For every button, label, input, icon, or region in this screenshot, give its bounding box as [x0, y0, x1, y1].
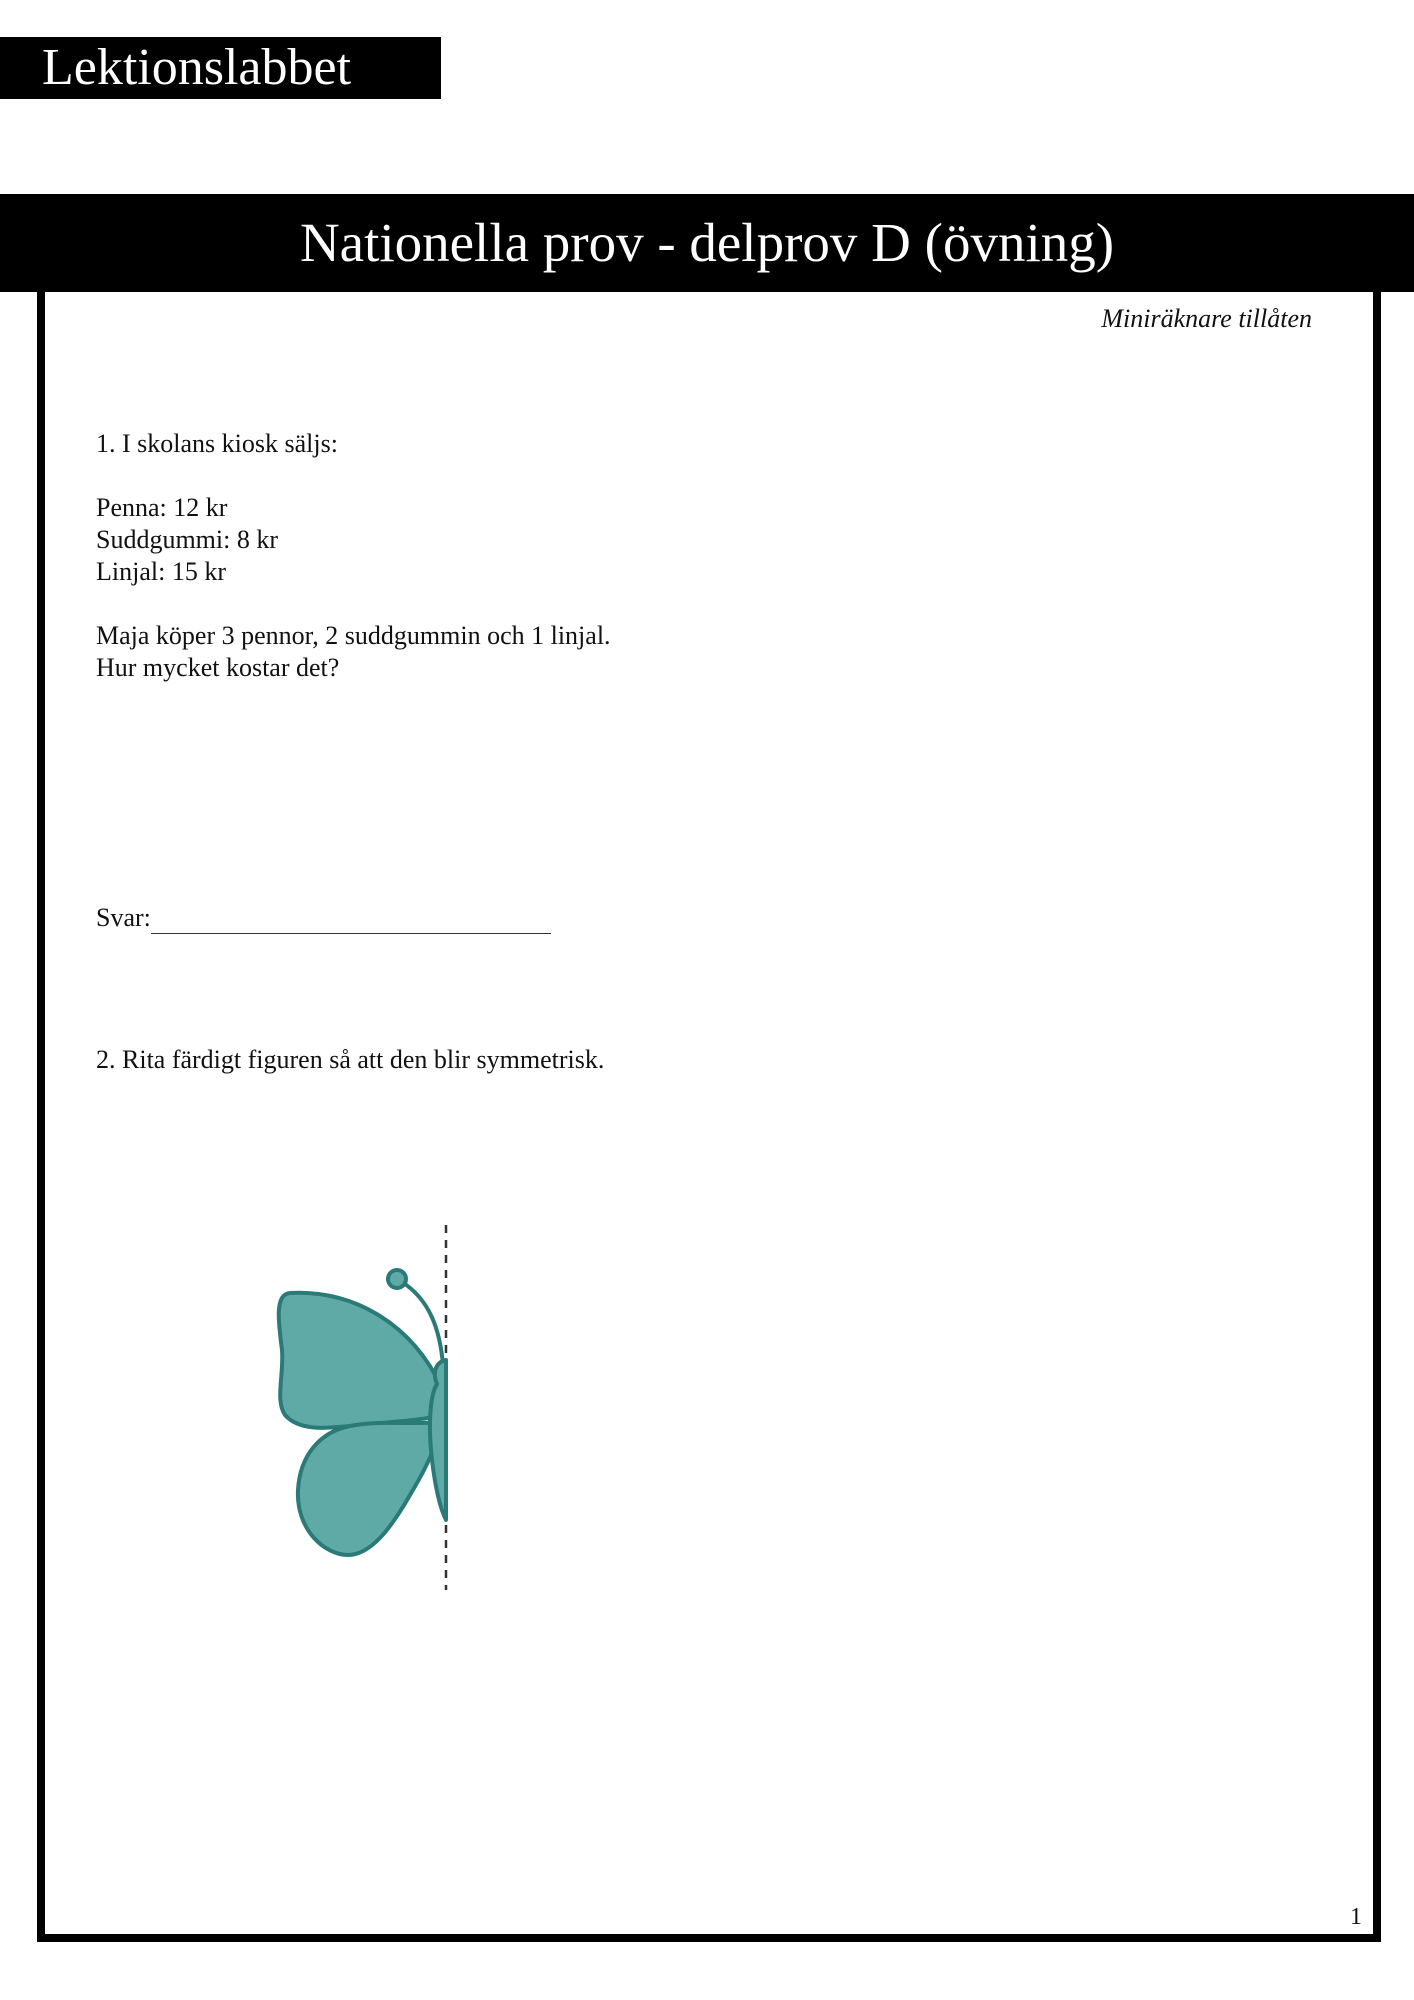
question-1-question: Hur mycket kostar det?	[96, 653, 340, 682]
price-item: Linjal: 15 kr	[96, 557, 226, 586]
butterfly-antenna-tip	[388, 1270, 406, 1288]
answer-label: Svar:	[96, 903, 151, 932]
price-item: Penna: 12 kr	[96, 493, 228, 522]
page-number: 1	[1350, 1904, 1362, 1930]
butterfly-half-figure	[240, 1210, 500, 1600]
butterfly-upper-wing	[279, 1293, 442, 1428]
answer-line[interactable]	[151, 904, 551, 934]
question-1	[96, 428, 996, 684]
butterfly-lower-wing	[298, 1422, 440, 1555]
question-2-text: 2. Rita färdigt figuren så att den blir symmetrisk.	[96, 1045, 605, 1074]
question-1-intro: 1. I skolans kiosk säljs:	[96, 429, 338, 458]
brand-logo: Lektionslabbet	[0, 37, 441, 99]
calculator-note: Miniräknare tillåten	[1101, 304, 1312, 333]
question-1-text: Maja köper 3 pennor, 2 suddgummin och 1 linjal.	[96, 621, 611, 650]
price-item: Suddgummi: 8 kr	[96, 525, 279, 554]
answer-area	[96, 902, 551, 934]
page-title: Nationella prov - delprov D (övning)	[0, 194, 1414, 292]
